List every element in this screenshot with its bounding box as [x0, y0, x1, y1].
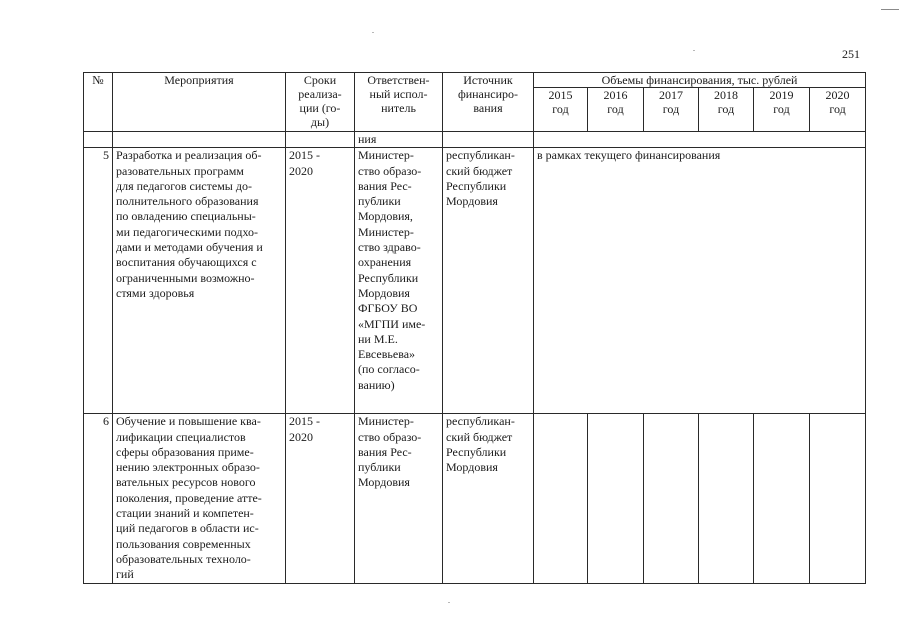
cont-period [286, 132, 355, 148]
cont-source [443, 132, 534, 148]
cont-funding [534, 132, 866, 148]
continuation-row [84, 132, 866, 148]
cont-num [84, 132, 113, 148]
row-5-activity: Разработка и реализация об- разовательных программ для педагогов системы до- полнительного образования по овладению специальны- ми педагогическими подхо- дами и методами обучения и воспитания обучающихся с ограниченными возможно- стями здоровья [113, 148, 286, 414]
funding-plan-table [83, 72, 866, 584]
row-6-year-2019 [754, 414, 810, 583]
row-6-num: 6 [84, 414, 113, 583]
header-funding: Объемы финансирования, тыс. рублей [534, 73, 866, 88]
row-6-activity: Обучение и повышение ква- лификации специалистов сферы образования приме- нению электронных образо- вательных ресурсов нового поколения, проведение атте- стации знаний и компетен- ций педагогов в области ис- пользования современных образовательных техноло- гий [113, 414, 286, 583]
row-5-responsible: Министер- ство образо- вания Рес- публики Мордовия, Министер- ство здраво- охранения Республики Мордовия ФГБОУ ВО «МГПИ име- ни М.Е. Евсевьева» (по согласо- ванию) [355, 148, 443, 414]
page-number: 251 [842, 47, 860, 61]
row-6-year-2017 [644, 414, 699, 583]
header-year-2018: 2018 год [699, 88, 754, 132]
header-year-2016: 2016 год [588, 88, 644, 132]
header-year-2019: 2019 год [754, 88, 810, 132]
row-5-num: 5 [84, 148, 113, 414]
row-6-period: 2015 - 2020 [286, 414, 355, 583]
scan-speck [448, 602, 450, 603]
row-5-period: 2015 - 2020 [286, 148, 355, 414]
cont-responsible: ния [355, 132, 443, 148]
row-5-funding: в рамках текущего финансирования [534, 148, 866, 414]
row-6-year-2018 [699, 414, 754, 583]
header-row-1 [84, 73, 866, 88]
header-source: Источник финансиро- вания [443, 73, 534, 132]
table-row [84, 414, 866, 583]
row-6-year-2020 [810, 414, 866, 583]
row-6-responsible: Министер- ство образо- вания Рес- публики Мордовия [355, 414, 443, 583]
corner-scan-mark [881, 9, 899, 10]
header-period: Сроки реализа- ции (го- ды) [286, 73, 355, 132]
row-6-year-2015 [534, 414, 588, 583]
row-5-source: республикан- ский бюджет Республики Мордовия [443, 148, 534, 414]
header-year-2015: 2015 год [534, 88, 588, 132]
scan-speck [693, 50, 695, 51]
header-responsible: Ответствен- ный испол- нитель [355, 73, 443, 132]
header-num: № [84, 73, 113, 132]
header-year-2020: 2020 год [810, 88, 866, 132]
scan-speck [372, 32, 374, 33]
header-year-2017: 2017 год [644, 88, 699, 132]
row-6-source: республикан- ский бюджет Республики Мордовия [443, 414, 534, 583]
cont-activity [113, 132, 286, 148]
row-6-year-2016 [588, 414, 644, 583]
table-row [84, 148, 866, 414]
header-activity: Мероприятия [113, 73, 286, 132]
